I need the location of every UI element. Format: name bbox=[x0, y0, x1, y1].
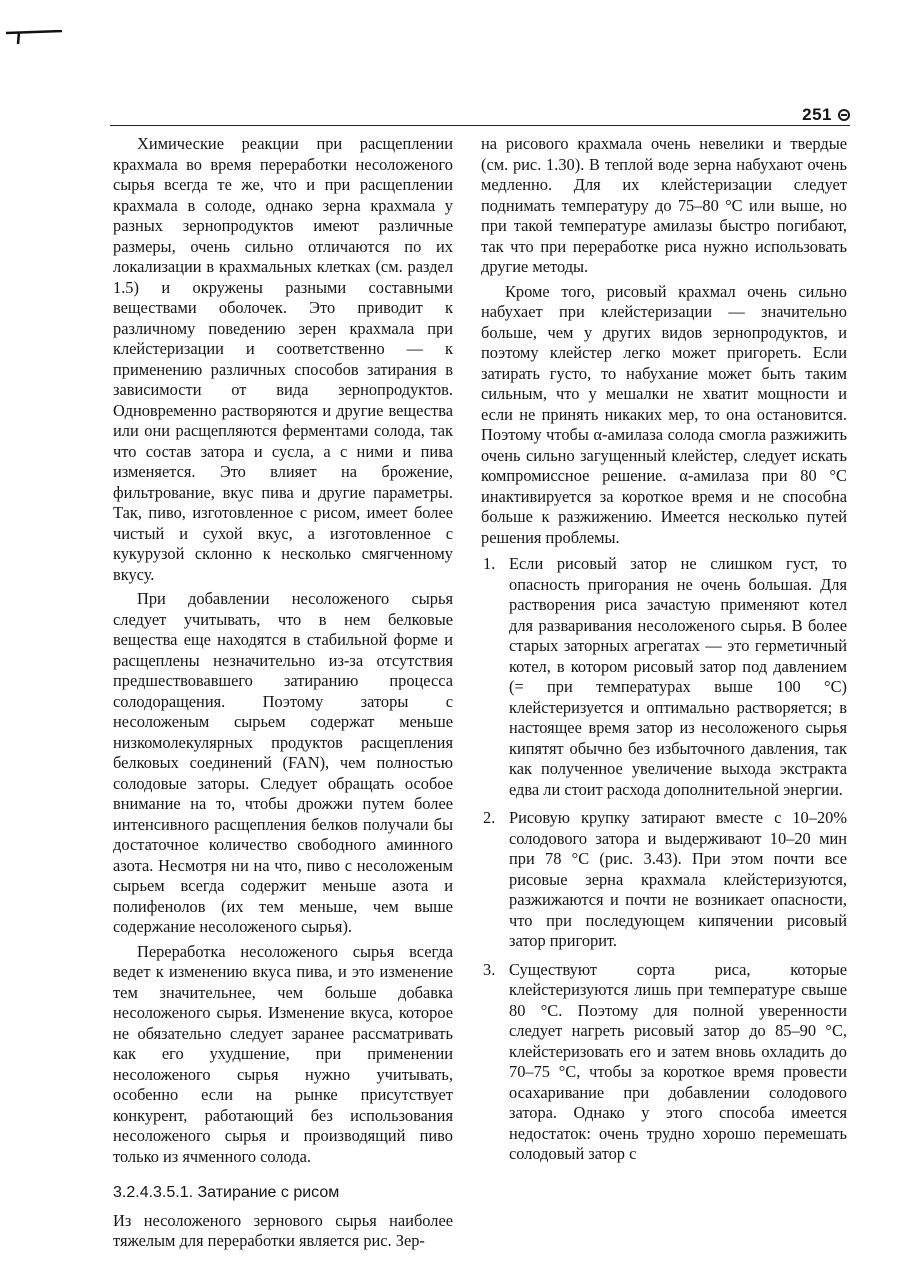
list-item bbox=[481, 554, 847, 800]
page-number bbox=[760, 105, 850, 125]
list-item-number: 3. bbox=[483, 959, 496, 979]
left-column bbox=[113, 134, 453, 1252]
left-paragraph-1: Химические реакции при расщеплении крахмала во время переработки несоложеного сырья всегда те же, что и при расщеплении крахмала в солоде, однако зерна крахмала у разных зернопродуктов имеют различные размеры, очень сильно отличаются по их локализации в крахмальных клетках (см. раздел 1.5) и окружены разными составными веществами оболочек. Это приводит к различному поведению зерен крахмала при клейстеризации и соответственно — к применению различных способов затирания в зависимости от вида зернопродуктов. Одновременно растворяются и другие вещества или они расщепляются ферментами солода, так что состав затора и сусла, а с ними и пива изменяется. Это влияет на брожение, фильтрование, вкус пива и другие параметры. Так, пиво, изготовленное с рисом, имеет более чистый и сухой вкус, а изготовленное с кукурузой склонно к несколько смягченному вкусу. bbox=[113, 134, 453, 584]
header-rule bbox=[110, 125, 850, 126]
list-item-text: Существуют сорта риса, которые клейстеризуются лишь при температуре свыше 80 °С. Поэтому для полной уверенности следует нагреть рисовый затор до 85–90 °С, клейстеризовать его и затем вновь охладить до 70–75 °С, чтобы за короткое время провести осахаривание при добавлении солодового затора. Однако у этого способа имеется недостаток: очень трудно хорошо перемешать солодовый затор с bbox=[509, 959, 847, 1163]
list-item bbox=[481, 808, 847, 952]
page-number-text: 251 bbox=[802, 105, 832, 124]
list-item-text: Если рисовый затор не слишком густ, то опасность пригорания не очень большая. Для растворения риса зачастую применяют котел для разваривания несоложеного сырья. В более старых заторных агрегатах — это герметичный котел, в котором рисовый затор под давлением (= при температурах выше 100 °С) клейстеризуется и оптимально растворяется; в настоящее время затор из несоложеного сырья кипятят обычно без избыточного давления, так как полученное увеличение выхода экстракта едва ли стоит расхода дополнительной энергии. bbox=[509, 554, 847, 799]
right-paragraph-1: на рисового крахмала очень невелики и твердые (см. рис. 1.30). В теплой воде зерна набухают очень медленно. Для их клейстеризации следует поднимать температуру до 75–80 °С или выше, но при такой температуре амилазы быстро погибают, так что при переработке риса нужно использовать другие методы. bbox=[481, 134, 847, 276]
list-item-number: 1. bbox=[483, 554, 496, 573]
right-paragraph-2: Кроме того, рисовый крахмал очень сильно набухает при клейстеризации — значительно больше, чем у других видов зернопродуктов, и поэтому клейстер легко может пригореть. Если затирать густо, то набухание может быть таким сильным, что у мешалки не хватит мощности и если не принять никаких мер, то она остановится. Поэтому чтобы α-амилаза солода смогла разжижить очень сильно загущенный клейстер, следует искать компромиссное решение. α-амилаза при 80 °С инактивируется за короткое время и не способна больше к разжижению. Имеется несколько путей решения проблемы. bbox=[481, 281, 847, 547]
left-paragraph-2: При добавлении несоложеного сырья следует учитывать, что в нем белковые вещества еще находятся в стабильной форме и расщеплены незначительно из-за отсутствия предшествовавшего затиранию процесса солодоращения. Поэтому заторы с несоложеным сырьем содержат меньше низкомолекулярных продуктов расщепления белковых соединений (FAN), чем полностью солодовые заторы. Следует обращать особое внимание на то, чтобы дрожжи путем более интенсивного расщепления белков получали бы достаточное количество свободного аминного азота. Несмотря ни на что, пиво с несоложеным сырьем всегда содержит меньше азота и полифенолов (их тем меньше, чем выше содержание несоложеного сырья). bbox=[113, 589, 453, 936]
left-paragraph-4: Из несоложеного зернового сырья наиболее тяжелым для переработки является рис. Зер- bbox=[113, 1210, 453, 1250]
list-item-number: 2. bbox=[483, 808, 496, 827]
solution-list bbox=[481, 554, 847, 1165]
section-heading: 3.2.4.3.5.1. Затирание с рисом bbox=[113, 1184, 340, 1201]
list-item-text: Рисовую крупку затирают вместе с 10–20% солодового затора и выдерживают 10–20 мин при 78 °С (рис. 3.43). При этом почти все рисовые зерна крахмала клейстеризуются, разжижаются и почти не возникает опасности, что при последующем кипячении рисовый затор пригорит. bbox=[509, 808, 847, 950]
left-paragraph-3: Переработка несоложеного сырья всегда ведет к изменению вкуса пива, и это изменение тем значительнее, чем больше добавка несоложеного сырья. Изменение вкуса, которое не обязательно следует заранее рассматривать как его ухудшение, при применении несоложеного сырья нужно учитывать, особенно если на рынке присутствует конкурент, работающий без использования несоложеного сырья и производящий пиво только из ячменного солода. bbox=[113, 941, 453, 1166]
list-item bbox=[481, 960, 847, 1165]
corner-crop-mark bbox=[6, 30, 64, 44]
right-column bbox=[481, 134, 847, 1173]
page-marker-icon bbox=[838, 109, 850, 121]
